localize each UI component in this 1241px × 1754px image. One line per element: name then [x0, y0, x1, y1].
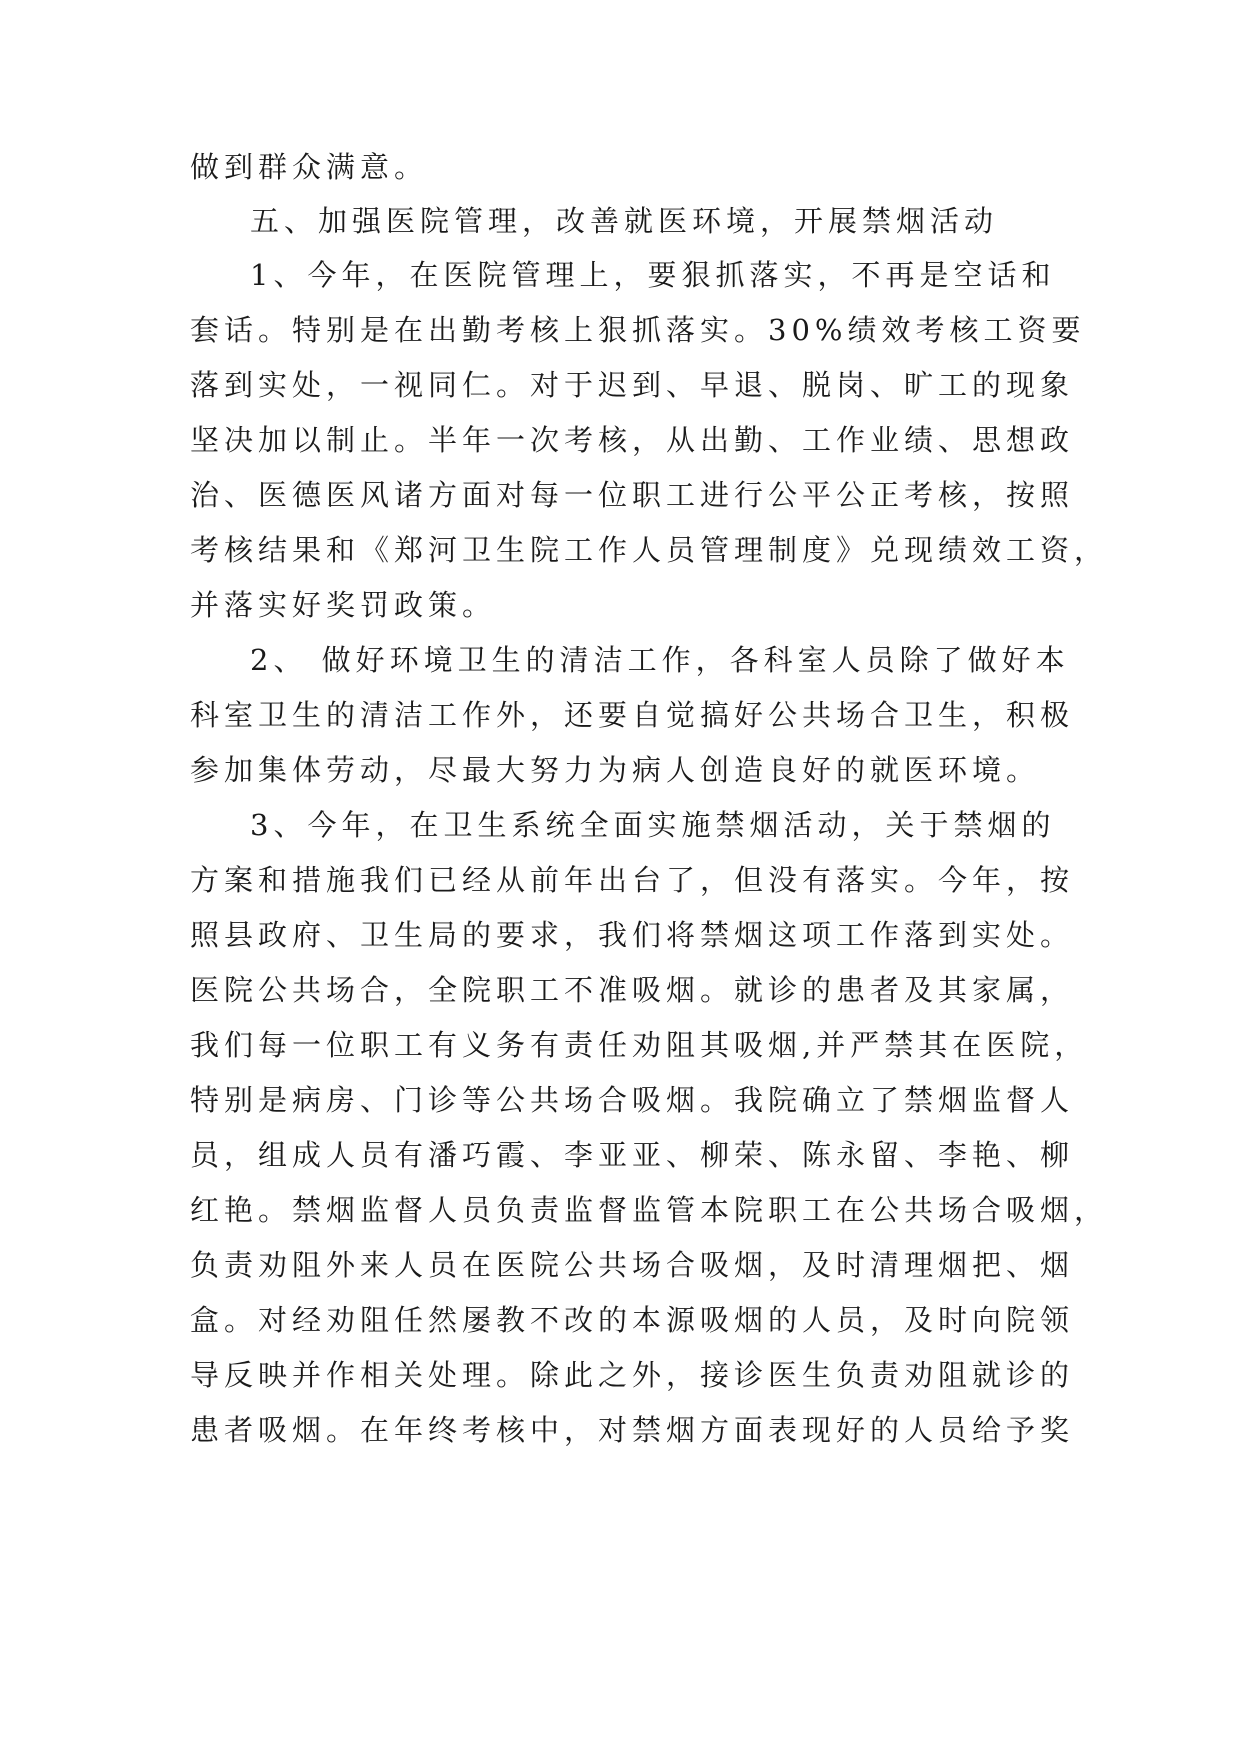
text-line: 套话。特别是在出勤考核上狠抓落实。30%绩效考核工资要 — [190, 313, 1086, 347]
text-line: 我们每一位职工有义务有责任劝阻其吸烟,并严禁其在医院， — [190, 1028, 1089, 1062]
text-line: 方案和措施我们已经从前年出台了，但没有落实。今年，按 — [190, 863, 1075, 897]
text-line: 特别是病房、门诊等公共场合吸烟。我院确立了禁烟监督人 — [190, 1083, 1075, 1117]
text-line: 参加集体劳动，尽最大努力为病人创造良好的就医环境。 — [190, 753, 1041, 787]
text-line: 医院公共场合，全院职工不准吸烟。就诊的患者及其家属， — [190, 973, 1075, 1007]
text-line: 3、今年，在卫生系统全面实施禁烟活动，关于禁烟的 — [250, 808, 1056, 842]
text-line: 1、今年，在医院管理上，要狠抓落实，不再是空话和 — [250, 258, 1056, 292]
text-line: 并落实好奖罚政策。 — [190, 588, 497, 622]
text-line: 照县政府、卫生局的要求，我们将禁烟这项工作落到实处。 — [190, 918, 1075, 952]
text-line: 落到实处，一视同仁。对于迟到、早退、脱岗、旷工的现象 — [190, 368, 1075, 402]
text-line: 患者吸烟。在年终考核中，对禁烟方面表现好的人员给予奖 — [190, 1413, 1075, 1447]
text-line: 盒。对经劝阻任然屡教不改的本源吸烟的人员，及时向院领 — [190, 1303, 1075, 1337]
text-line: 坚决加以制止。半年一次考核，从出勤、工作业绩、思想政 — [190, 423, 1075, 457]
text-line: 红艳。禁烟监督人员负责监督监管本院职工在公共场合吸烟， — [190, 1193, 1109, 1227]
text-line: 员，组成人员有潘巧霞、李亚亚、柳荣、陈永留、李艳、柳 — [190, 1138, 1075, 1172]
text-line: 2、 做好环境卫生的清洁工作，各科室人员除了做好本 — [250, 643, 1070, 677]
text-line: 负责劝阻外来人员在医院公共场合吸烟，及时清理烟把、烟 — [190, 1248, 1075, 1282]
text-line: 科室卫生的清洁工作外，还要自觉搞好公共场合卫生，积极 — [190, 698, 1075, 732]
text-line: 治、医德医风诸方面对每一位职工进行公平公正考核，按照 — [190, 478, 1075, 512]
section-heading: 五、加强医院管理，改善就医环境，开展禁烟活动 — [250, 204, 999, 238]
text-line: 考核结果和《郑河卫生院工作人员管理制度》兑现绩效工资， — [190, 533, 1109, 567]
text-line: 做到群众满意。 — [190, 150, 429, 184]
text-line: 导反映并作相关处理。除此之外，接诊医生负责劝阻就诊的 — [190, 1358, 1075, 1392]
